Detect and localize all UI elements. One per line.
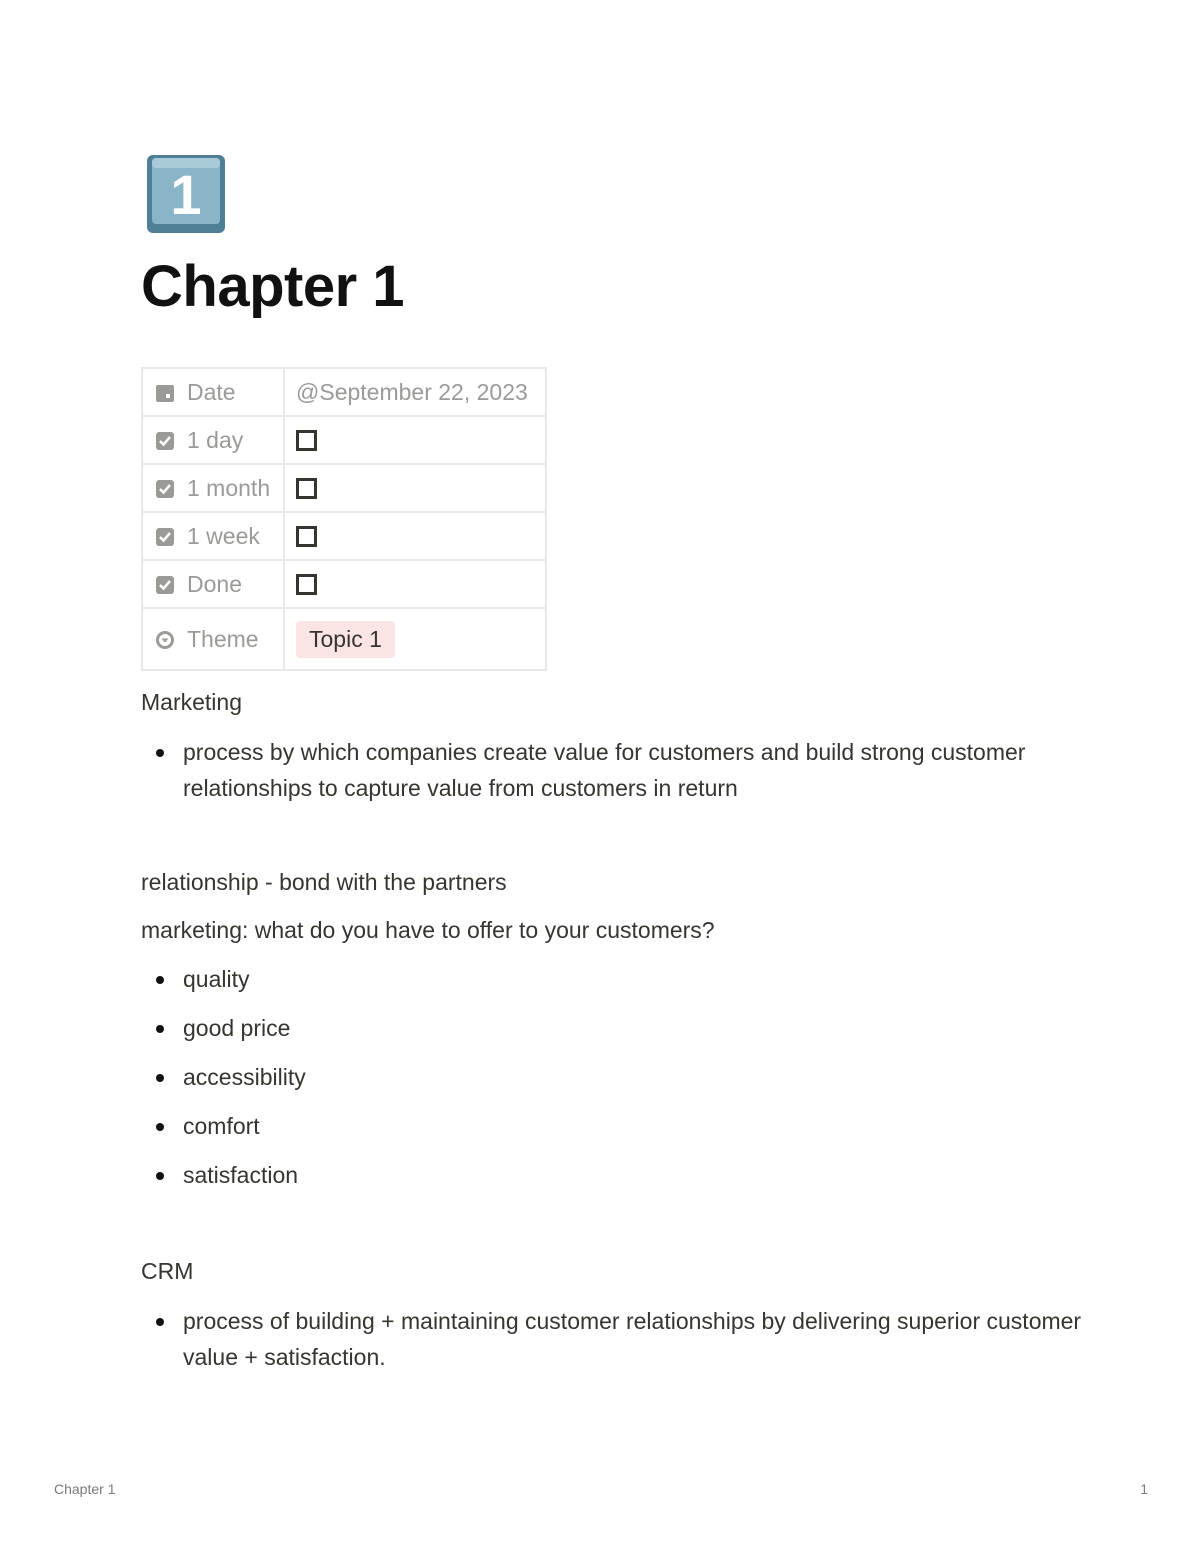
property-row-1-month[interactable] [142,464,546,512]
checkbox-property-icon [155,478,175,498]
text-block: Marketing [141,689,242,715]
checkbox-1-month[interactable] [296,478,317,499]
property-label: Theme [187,625,259,652]
list-item: comfort [141,1108,1091,1144]
calendar-icon [155,382,175,402]
property-row-done[interactable] [142,560,546,608]
page-body [141,684,1091,1375]
bulleted-list [141,1303,1091,1375]
text-block: relationship - bond with the partners [141,869,507,895]
property-row-theme[interactable] [142,608,546,670]
checkbox-property-icon [155,526,175,546]
property-label: Date [187,378,236,405]
property-row-date[interactable] [142,368,546,416]
footer-doc-title: Chapter 1 [54,1481,116,1497]
page-title: Chapter 1 [141,254,405,319]
svg-text:1: 1 [170,163,202,226]
property-label: 1 day [187,426,244,453]
checkbox-property-icon [155,430,175,450]
list-item: good price [141,1010,1091,1046]
list-item: satisfaction [141,1157,1091,1193]
list-item: quality [141,961,1091,997]
properties-table [141,367,547,671]
bulleted-list [141,961,1091,1193]
theme-tag[interactable]: Topic 1 [296,621,395,658]
keycap-digit-one-icon [146,154,226,234]
property-row-1-week[interactable] [142,512,546,560]
text-block: marketing: what do you have to offer to your customers? [141,917,715,943]
property-row-1-day[interactable] [142,416,546,464]
list-item: process of building + maintaining customer relationships by delivering superior customer value + satisfaction. [141,1303,1091,1375]
bulleted-list [141,734,1091,806]
checkbox-1-day[interactable] [296,430,317,451]
date-value[interactable]: @September 22, 2023 [296,378,528,405]
list-item: process by which companies create value for customers and build strong customer relationships to capture value from customers in return [141,734,1091,806]
property-label: 1 week [187,522,260,549]
checkbox-1-week[interactable] [296,526,317,547]
text-block: CRM [141,1258,194,1284]
checkbox-property-icon [155,574,175,594]
footer-page-number: 1 [1140,1481,1148,1497]
list-item: accessibility [141,1059,1091,1095]
property-label: 1 month [187,474,271,501]
checkbox-done[interactable] [296,574,317,595]
property-label: Done [187,570,242,597]
select-property-icon [155,629,175,649]
